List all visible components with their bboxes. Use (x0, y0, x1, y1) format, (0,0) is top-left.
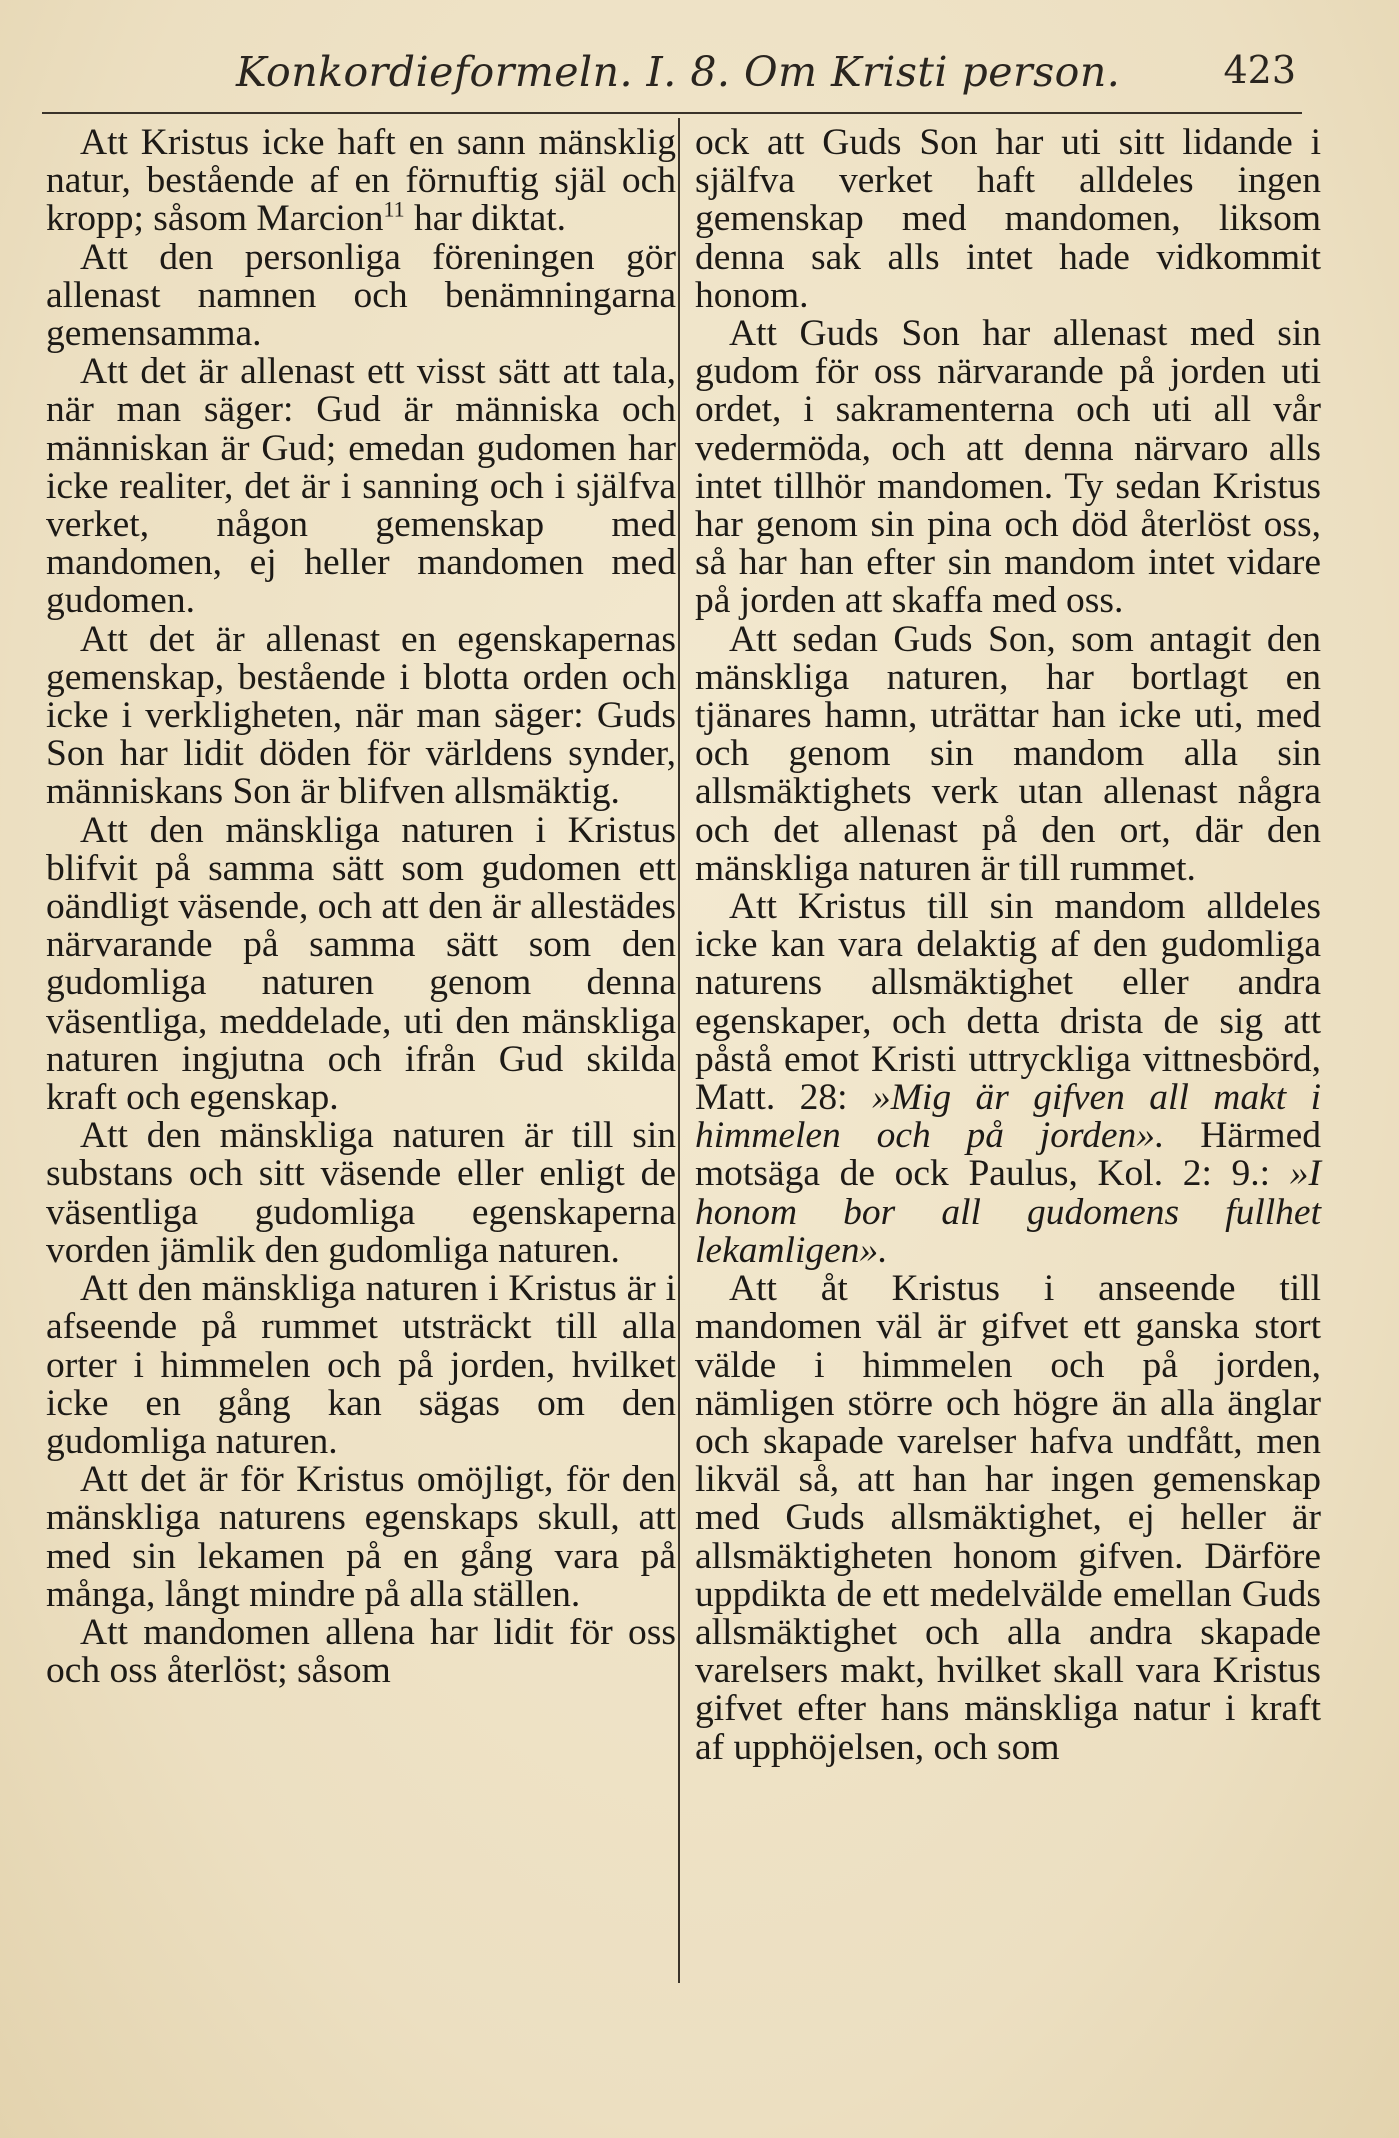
running-head (236, 48, 1296, 108)
paragraph: Att det är för Kristus omöjligt, för den mänskliga naturens egenskaps skull, att med sin lekamen på en gång vara på många, långt mindre på alla ställen. (46, 1459, 676, 1615)
paragraph: Att mandomen allena har lidit för oss och oss återlöst; såsom (46, 1611, 676, 1692)
paragraph: Att det är allenast en egenskapernas gemenskap, bestående i blotta orden och icke i verkligheten, när man säger: Guds Son har lidit döden för världens synder, människans Son är blifven allsmäktig. (46, 618, 676, 813)
paragraph: Att sedan Guds Son, som antagit den mänskliga naturen, har bortlagt en tjänares hamn, uträttar han icke uti, med och genom sin mandom alla sin allsmäktighets verk utan allenast några och det allenast på den ort, där den mänskliga naturen är till rummet. (695, 618, 1321, 889)
paragraph: Att den mänskliga naturen i Kristus är i afseende på rummet utsträckt till alla orter i himmelen och på jorden, hvilket icke en gång kan sägas om den gudomliga naturen. (46, 1268, 676, 1462)
paragraph-continued: ock att Guds Son har uti sitt lidande i själfva verket haft alldeles ingen gemenskap med mandomen, liksom denna sak alls intet hade vidkommit honom. (695, 122, 1321, 316)
paragraph: Att åt Kristus i anseende till mandomen väl är gifvet ett ganska stort välde i himmelen och på jorden, nämligen större och högre än alla änglar och skapade varelser hafva undfått, men likväl så, att han har ingen gemenskap med Guds allsmäktighet, ej heller är allsmäktigheten honom gifven. Därföre uppdikta de ett medelvälde emellan Guds allsmäktighet och alla andra skapade varelsers makt, hvilket skall vara Kristus gifvet efter hans mänskliga natur i kraft af upphöjelsen, och som (695, 1268, 1321, 1768)
footnote-marker: 11 (383, 196, 405, 222)
scripture-quote: »I honom bor all gudomens fullhet lekamligen». (695, 1153, 1321, 1271)
paragraph: Att den mänskliga naturen i Kristus blifvit på samma sätt som gudomen ett oändligt väsende, och att den är allestädes närvarande på samma sätt som den gudomliga naturen genom denna väsentliga, meddelade, uti den mänskliga naturen ingjutna och ifrån Gud skilda kraft och egenskap. (46, 809, 676, 1119)
running-head-title: Konkordieformeln. I. 8. Om Kristi person. (236, 48, 1121, 96)
scripture-quote: »Mig är gifven all makt i himmelen och på jorden». (695, 1077, 1321, 1157)
right-column (695, 124, 1321, 1767)
paragraph: Att Kristus icke haft en sann mänsklig natur, bestående af en förnuftig själ och kropp; såsom Marcion$^{11}$ har diktat. (46, 122, 676, 240)
paragraph: Att det är allenast ett visst sätt att tala, när man säger: Gud är människa och människan är Gud; emedan gudomen har icke realiter, det är i sanning och i själfva verket, någon gemenskap med mandomen, ej heller mandomen med gudomen. (46, 351, 676, 622)
left-column (46, 124, 676, 1690)
paragraph: Att Kristus till sin mandom alldeles icke kan vara delaktig af den gudomliga naturens allsmäktighet eller andra egenskaper, och detta drista de sig att påstå emot Kristi uttryckliga vittnesbörd, Matt. 28: »Mig är gifven all makt i himmelen och på jorden». Härmed motsäga de ock Paulus, Kol. 2: 9.: »I honom bor all gudomens fullhet lekamligen». (695, 886, 1321, 1271)
paragraph: Att den mänskliga naturen är till sin substans och sitt väsende eller enligt de väsentliga gudomliga egenskaperna vorden jämlik den gudomliga naturen. (46, 1115, 676, 1271)
header-rule (42, 112, 1302, 114)
column-divider (678, 118, 680, 1983)
paragraph: Att Guds Son har allenast med sin gudom för oss närvarande på jorden uti ordet, i sakramenterna och uti all vår vedermöda, och att denna närvaro alls intet tillhör mandomen. Ty sedan Kristus har genom sin pina och död återlöst oss, så har han efter sin mandom intet vidare på jorden att skaffa med oss. (695, 313, 1321, 622)
page-number: 423 (1223, 48, 1296, 92)
paragraph: Att den personliga föreningen gör allenast namnen och benämningarna gemensamma. (46, 236, 676, 355)
